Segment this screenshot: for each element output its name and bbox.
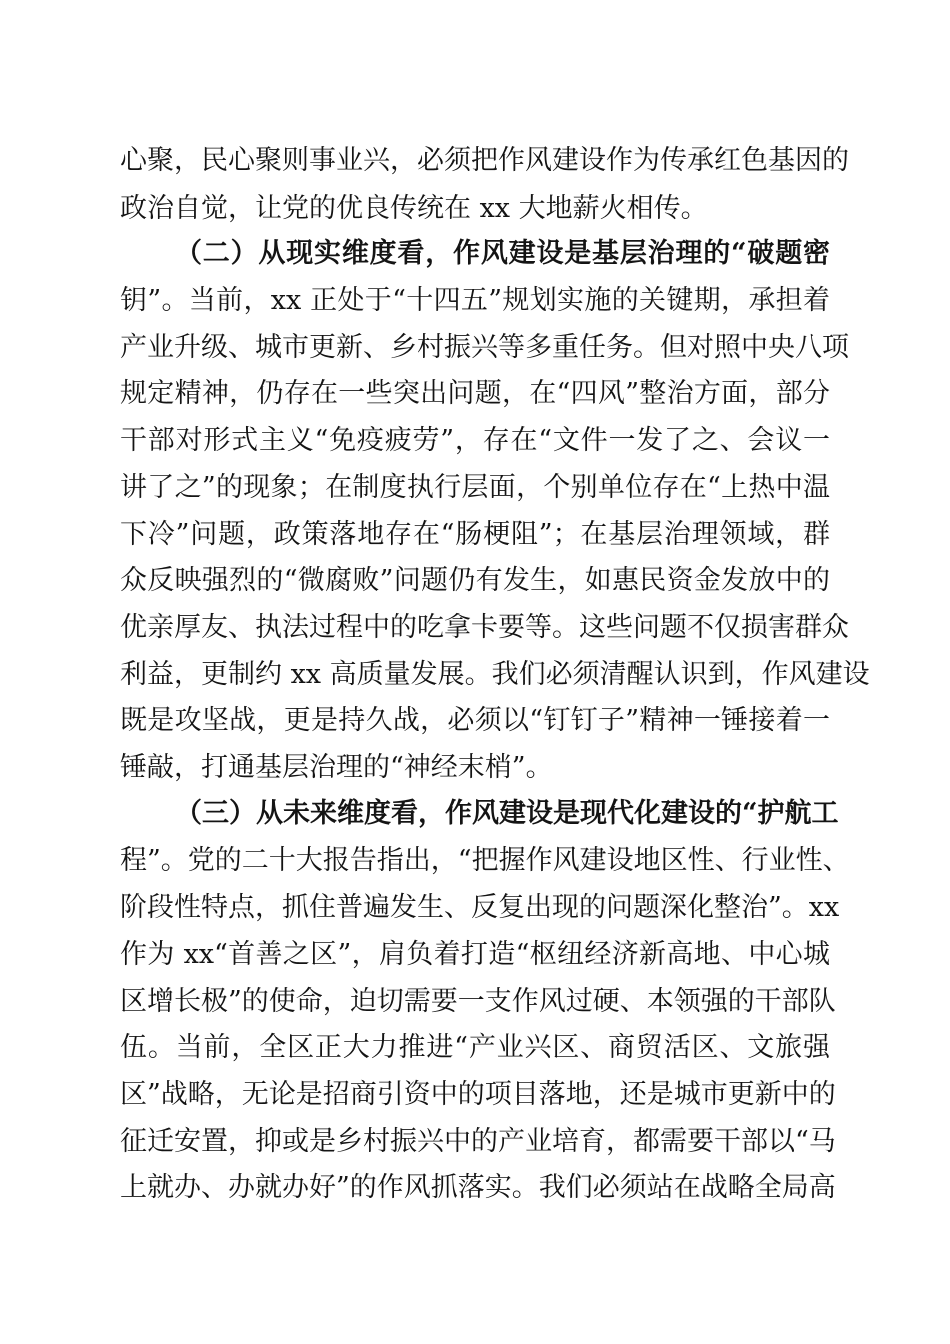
text-line: 上就办、办就办好”的作风抓落实。我们必须站在战略全局高 (120, 1172, 836, 1203)
text-line: 征迁安置，抑或是乡村振兴中的产业培育，都需要干部以“马 (120, 1126, 836, 1157)
text-line: 干部对形式主义“免疫疲劳”，存在“文件一发了之、会议一 (120, 425, 830, 456)
text-line: 优亲厚友、执法过程中的吃拿卡要等。这些问题不仅损害群众 (120, 612, 849, 643)
text-line: 既是攻坚战，更是持久战，必须以“钉钉子”精神一锤接着一 (120, 705, 830, 736)
text-line: 政治自觉，让党的优良传统在 xx 大地薪火相传。 (120, 193, 708, 224)
text-line: 产业升级、城市更新、乡村振兴等多重任务。但对照中央八项 (120, 332, 849, 363)
text-line: 钥”。当前，xx 正处于“十四五”规划实施的关键期，承担着 (120, 285, 830, 316)
text-line: 规定精神，仍存在一些突出问题，在“四风”整治方面，部分 (120, 378, 830, 409)
text-line: 区增长极”的使命，迫切需要一支作风过硬、本领强的干部队 (120, 986, 836, 1017)
text-line: 阶段性特点，抓住普遍发生、反复出现的问题深化整治”。xx (120, 892, 840, 923)
text-line: 程”。党的二十大报告指出，“把握作风建设地区性、行业性、 (120, 845, 850, 876)
text-line: 伍。当前，全区正大力推进“产业兴区、商贸活区、文旅强 (120, 1032, 830, 1063)
text-line: 作为 xx“首善之区”，肩负着打造“枢纽经济新高地、中心城 (120, 939, 830, 970)
text-line: 利益，更制约 xx 高质量发展。我们必须清醒认识到，作风建设 (120, 659, 870, 690)
text-line: 下冷”问题，政策落地存在“肠梗阻”；在基层治理领域，群 (120, 519, 830, 550)
text-line: 锤敲，打通基层治理的“神经末梢”。 (120, 752, 553, 783)
text-line: 讲了之”的现象；在制度执行层面，个别单位存在“上热中温 (120, 472, 830, 503)
text-line: 区”战略，无论是招商引资中的项目落地，还是城市更新中的 (120, 1079, 836, 1110)
section-heading: （三）从未来维度看，作风建设是现代化建设的“护航工 (175, 798, 839, 829)
text-line: 心聚，民心聚则事业兴，必须把作风建设作为传承红色基因的 (120, 145, 849, 176)
section-heading: （二）从现实维度看，作风建设是基层治理的“破题密 (175, 238, 830, 269)
text-line: 众反映强烈的“微腐败”问题仍有发生，如惠民资金发放中的 (120, 565, 830, 596)
